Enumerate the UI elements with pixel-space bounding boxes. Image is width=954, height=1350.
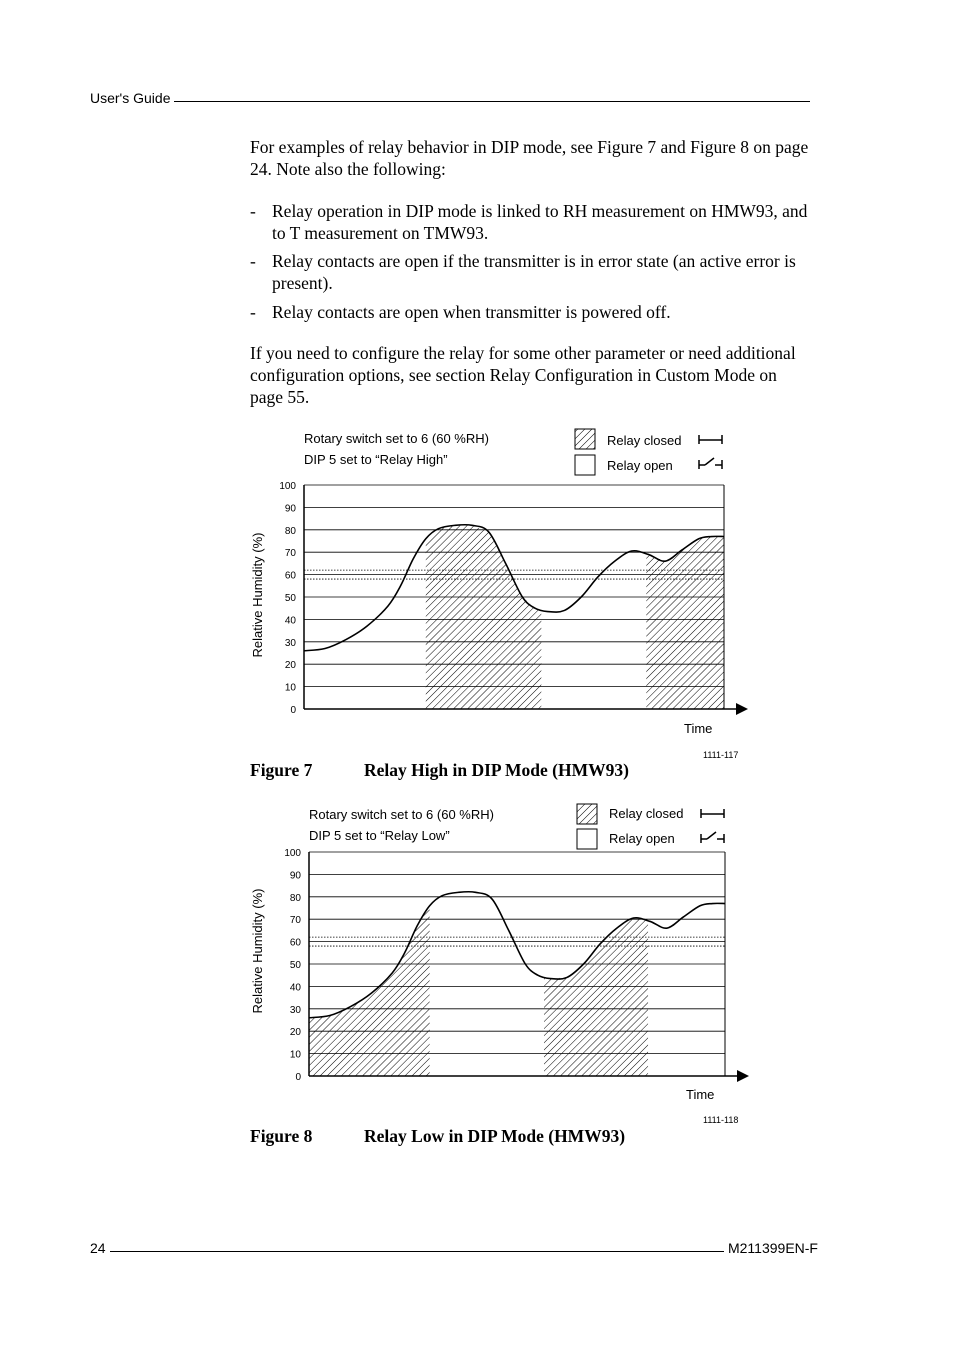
- y-tick-label: 90: [284, 503, 296, 515]
- footer-rule: [110, 1250, 724, 1252]
- y-tick-label: 20: [284, 660, 296, 672]
- caption-title: Relay Low in DIP Mode (HMW93): [364, 1126, 626, 1146]
- plot-area: [279, 481, 748, 716]
- bullet-text: Relay contacts are open when transmitter is powered off.: [272, 302, 671, 322]
- y-tick-label: 0: [290, 705, 296, 716]
- bullet-text: Relay contacts are open if the transmitter is in error state (an active error is present).: [272, 251, 796, 293]
- figure-8-chart: [240, 795, 760, 1130]
- page-footer: [90, 1240, 818, 1256]
- y-axis-label: Relative Humidity (%): [250, 888, 265, 1014]
- y-tick-label: 20: [289, 1027, 301, 1039]
- legend-closed-label: Relay closed: [607, 433, 682, 448]
- bullet-dash: -: [250, 201, 256, 221]
- y-tick-label: 60: [284, 570, 296, 582]
- x-axis-arrow-icon: [737, 1070, 749, 1082]
- legend-closed-label: Relay closed: [609, 806, 684, 821]
- x-axis-arrow-icon: [736, 703, 748, 715]
- y-axis-label: Relative Humidity (%): [250, 532, 265, 658]
- bullet-dash: -: [250, 251, 256, 271]
- y-tick-label: 70: [284, 548, 296, 560]
- y-tick-label: 40: [284, 615, 296, 627]
- page-number: 24: [90, 1240, 106, 1256]
- bullet-dash: -: [250, 302, 256, 322]
- caption-number: Figure 8: [250, 1126, 313, 1146]
- relay-closed-icon: [701, 809, 724, 818]
- figure-code: 1111-117: [703, 750, 739, 760]
- relay-open-icon: [699, 458, 722, 469]
- figure-7-chart: [240, 420, 760, 765]
- y-tick-label: 30: [289, 1004, 301, 1016]
- bullet-text: Relay operation in DIP mode is linked to RH measurement on HMW93, and to T measurement on TMW93.: [272, 201, 808, 243]
- bullet-item: [250, 200, 810, 244]
- caption-number: Figure 7: [250, 760, 313, 780]
- y-tick-label: 60: [289, 937, 301, 949]
- y-tick-label: 80: [289, 892, 301, 904]
- intro-paragraph: For examples of relay behavior in DIP mode, see Figure 7 and Figure 8 on page 24. Note also the following:: [250, 137, 809, 179]
- legend-closed-swatch: [575, 429, 595, 449]
- y-tick-label: 50: [284, 593, 296, 604]
- legend-open-label: Relay open: [607, 458, 673, 473]
- legend-closed-swatch: [577, 804, 597, 824]
- relay-open-icon: [701, 832, 724, 843]
- header-rule: [174, 100, 810, 102]
- y-tick-label: 10: [284, 682, 296, 694]
- x-axis-label: Time: [684, 721, 713, 736]
- bullet-item: [250, 250, 810, 294]
- header-title: User's Guide: [90, 90, 171, 106]
- bullet-item: [250, 301, 810, 323]
- x-axis-label: Time: [686, 1087, 715, 1102]
- figure-8-caption: [250, 1126, 625, 1147]
- figure-7-caption: [250, 760, 629, 781]
- plot-area: [284, 848, 749, 1083]
- page-header: [90, 90, 814, 106]
- y-tick-label: 100: [279, 481, 296, 492]
- legend-open-swatch: [577, 829, 597, 849]
- legend-open-swatch: [575, 455, 595, 475]
- setting-line-2: DIP 5 set to “Relay Low”: [309, 828, 450, 843]
- y-tick-label: 100: [284, 848, 301, 859]
- document-code: M211399EN-F: [727, 1240, 818, 1256]
- y-tick-label: 40: [289, 982, 301, 994]
- y-tick-label: 50: [289, 960, 301, 971]
- y-tick-label: 80: [284, 525, 296, 537]
- y-tick-label: 10: [289, 1049, 301, 1061]
- figure-code: 1111-118: [703, 1115, 739, 1125]
- y-tick-label: 70: [289, 915, 301, 927]
- setting-line-1: Rotary switch set to 6 (60 %RH): [304, 431, 489, 446]
- setting-line-1: Rotary switch set to 6 (60 %RH): [309, 807, 494, 822]
- legend-open-label: Relay open: [609, 831, 675, 846]
- config-paragraph: If you need to configure the relay for some other parameter or need additional configuration options, see section Relay Configuration in Custom Mode on page 55.: [250, 343, 796, 407]
- setting-line-2: DIP 5 set to “Relay High”: [304, 452, 448, 467]
- y-tick-label: 30: [284, 637, 296, 649]
- relay-closed-icon: [699, 435, 722, 444]
- y-tick-label: 0: [295, 1072, 301, 1083]
- y-tick-label: 90: [289, 870, 301, 882]
- caption-title: Relay High in DIP Mode (HMW93): [364, 760, 629, 780]
